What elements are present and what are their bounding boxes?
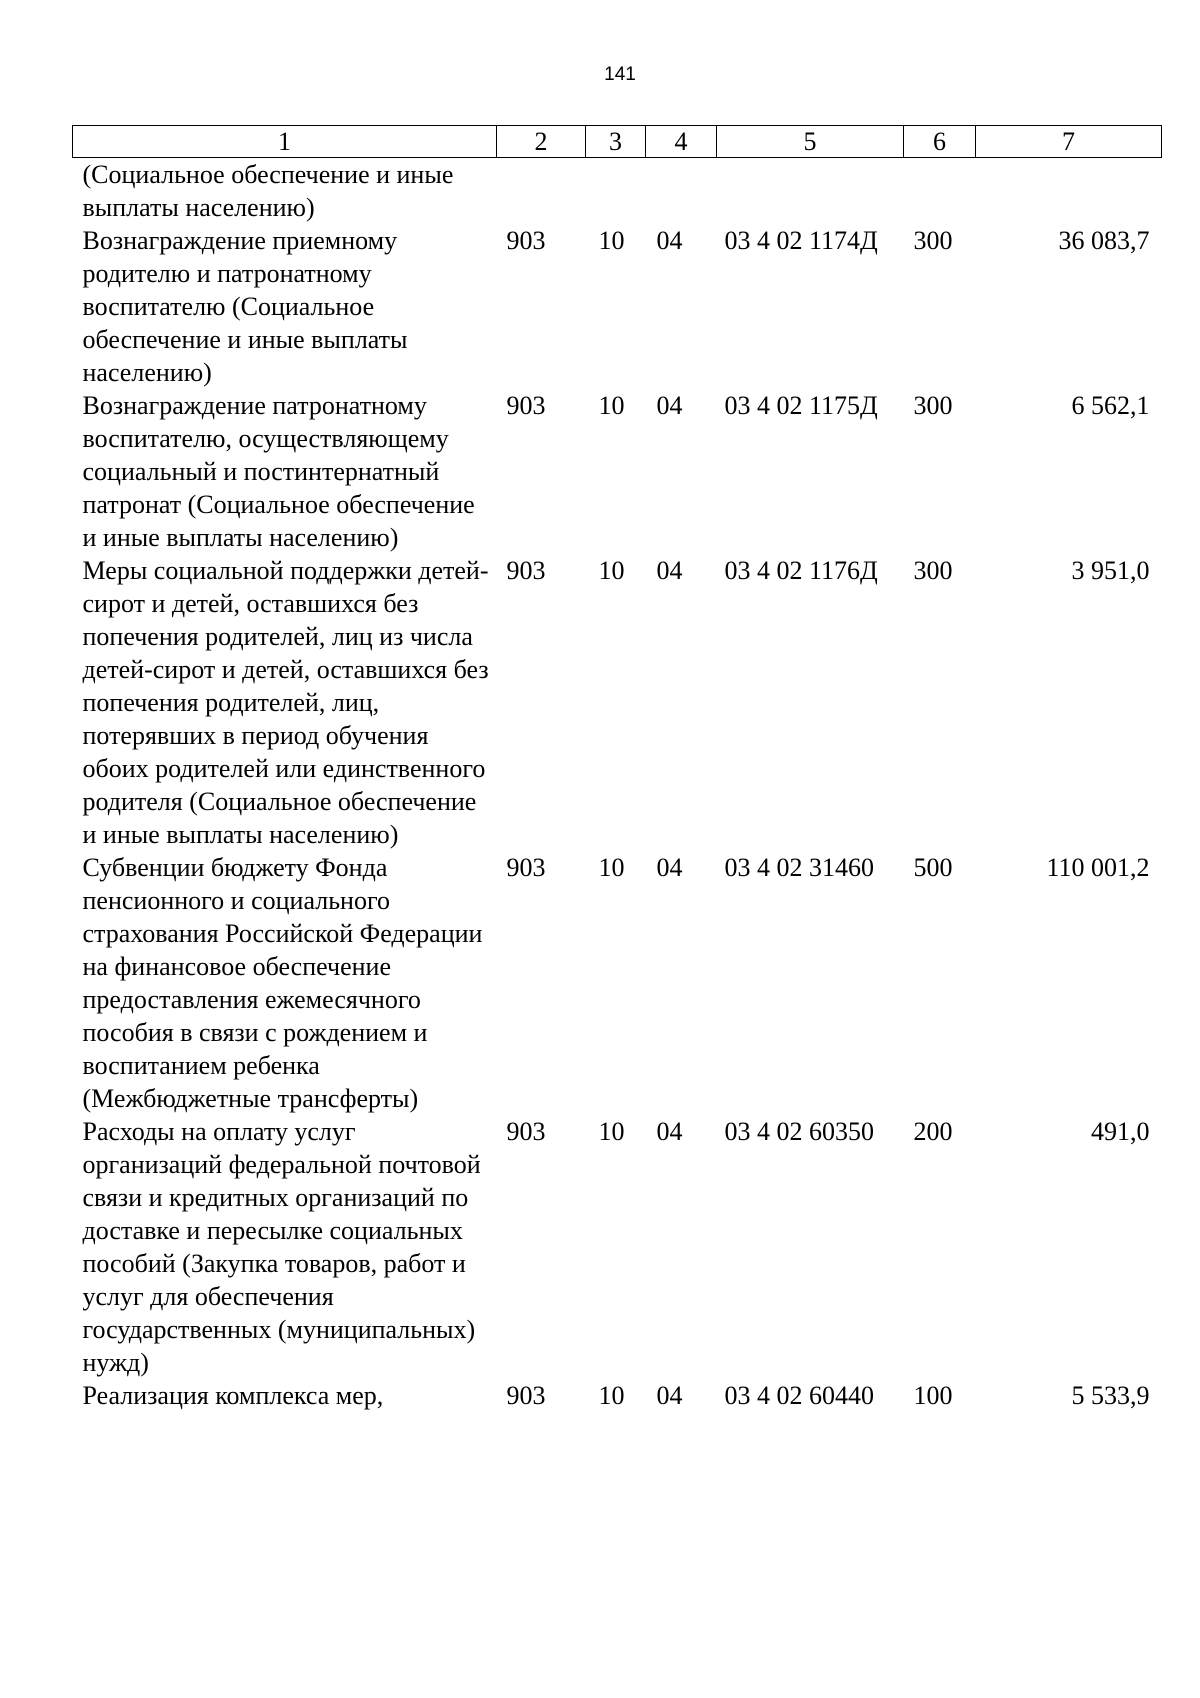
page-number: 141 [604, 64, 636, 85]
row-target: 03 4 02 60350 [724, 1117, 874, 1146]
continuation-name: (Социальное обеспечение и иные выплаты населению) [82, 160, 454, 222]
row-subsection: 04 [656, 1381, 683, 1410]
row-expense-type: 500 [913, 853, 953, 882]
row-expense-type: 100 [913, 1381, 953, 1410]
row-name: Вознаграждение приемному родителю и патронатному воспитателю (Социальное обеспечение и иные выплаты населению) [82, 226, 408, 387]
row-name: Вознаграждение патронатному воспитателю, осуществляющему социальный и постинтернатный патронат (Социальное обеспечение и иные выплаты населению) [82, 391, 475, 552]
header-col-2: 2 [497, 126, 586, 158]
table-row [73, 1115, 1162, 1379]
table-row [73, 1379, 1162, 1412]
row-expense-type: 300 [913, 226, 953, 255]
row-section: 10 [598, 391, 625, 420]
table-row [73, 389, 1162, 554]
row-section: 10 [598, 556, 625, 585]
row-admin: 903 [506, 226, 546, 255]
row-admin: 903 [506, 853, 546, 882]
row-amount: 36 083,7 [1058, 226, 1150, 255]
row-expense-type: 200 [913, 1117, 953, 1146]
row-subsection: 04 [656, 391, 683, 420]
row-amount: 5 533,9 [1071, 1381, 1150, 1410]
row-section: 10 [598, 226, 625, 255]
header-row [73, 126, 1162, 158]
row-subsection: 04 [656, 556, 683, 585]
row-admin: 903 [506, 391, 546, 420]
row-section: 10 [598, 1117, 625, 1146]
header-col-7: 7 [976, 126, 1162, 158]
budget-table [72, 125, 1162, 1412]
row-admin: 903 [506, 556, 546, 585]
table-body [73, 158, 1162, 1413]
header-col-3: 3 [586, 126, 646, 158]
row-section: 10 [598, 853, 625, 882]
row-admin: 903 [506, 1117, 546, 1146]
row-admin: 903 [506, 1381, 546, 1410]
row-target: 03 4 02 1176Д [724, 556, 878, 585]
row-expense-type: 300 [913, 391, 953, 420]
row-subsection: 04 [656, 853, 683, 882]
continuation-row [73, 158, 1162, 225]
header-col-5: 5 [717, 126, 904, 158]
row-amount: 110 001,2 [1046, 853, 1150, 882]
row-target: 03 4 02 31460 [724, 853, 874, 882]
row-name: Реализация комплекса мер, [82, 1381, 384, 1410]
row-section: 10 [598, 1381, 625, 1410]
row-expense-type: 300 [913, 556, 953, 585]
row-amount: 6 562,1 [1071, 391, 1150, 420]
row-subsection: 04 [656, 226, 683, 255]
table-row [73, 224, 1162, 389]
row-amount: 3 951,0 [1071, 556, 1150, 585]
row-target: 03 4 02 1174Д [724, 226, 878, 255]
table-row [73, 554, 1162, 851]
table-row [73, 851, 1162, 1115]
row-name: Меры социальной поддержки детей-сирот и детей, оставшихся без попечения родителей, лиц из числа детей-сирот и детей, оставшихся без попечения родителей, лиц, потерявших в период обучения обоих родителей или единственного родителя (Социальное обеспечение и иные выплаты населению) [82, 556, 489, 849]
row-name: Субвенции бюджету Фонда пенсионного и социального страхования Российской Федерации на финансовое обеспечение предоставления ежемесячного пособия в связи с рождением и воспитанием ребенка (Межбюджетные трансферты) [82, 853, 483, 1113]
row-target: 03 4 02 60440 [724, 1381, 874, 1410]
header-col-4: 4 [646, 126, 717, 158]
row-subsection: 04 [656, 1117, 683, 1146]
header-col-6: 6 [904, 126, 976, 158]
header-col-1: 1 [73, 126, 497, 158]
table-header [73, 126, 1162, 158]
row-target: 03 4 02 1175Д [724, 391, 878, 420]
row-amount: 491,0 [1091, 1117, 1150, 1146]
row-name: Расходы на оплату услуг организаций федеральной почтовой связи и кредитных организаций по доставке и пересылке социальных пособий (Закупка товаров, работ и услуг для обеспечения государственных (муниципальных) нужд) [82, 1117, 481, 1377]
